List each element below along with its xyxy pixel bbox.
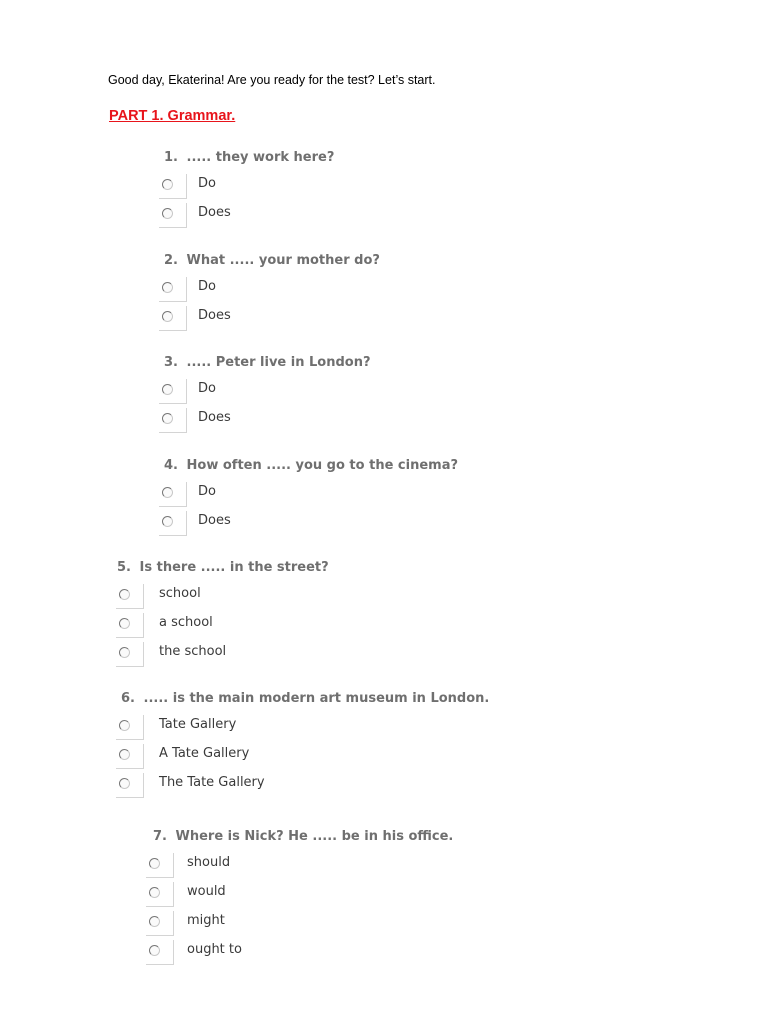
question-number: 1.	[164, 150, 178, 165]
option-label: a school	[159, 615, 213, 630]
option-the-tate-gallery[interactable]	[116, 773, 489, 802]
radio-button[interactable]	[162, 413, 173, 424]
radio-button[interactable]	[162, 208, 173, 219]
question-prompt: How often ..... you go to the cinema?	[186, 458, 459, 473]
radio-button[interactable]	[162, 282, 173, 293]
option-label: might	[187, 913, 225, 928]
radio-button[interactable]	[162, 516, 173, 527]
radio-button[interactable]	[162, 487, 173, 498]
question-6	[116, 691, 489, 802]
question-7	[146, 829, 453, 969]
question-text	[164, 355, 371, 379]
option-does[interactable]	[159, 203, 334, 232]
option-label: Do	[198, 176, 216, 191]
radio-box	[116, 642, 144, 667]
question-3	[159, 355, 371, 437]
option-might[interactable]	[146, 911, 453, 940]
question-text	[153, 829, 453, 853]
option-the-school[interactable]	[116, 642, 329, 671]
radio-button[interactable]	[119, 720, 130, 731]
option-label: Does	[198, 410, 231, 425]
radio-button[interactable]	[149, 916, 160, 927]
radio-box	[146, 853, 174, 878]
option-label: ought to	[187, 942, 242, 957]
question-prompt: Is there ..... in the street?	[139, 560, 329, 575]
question-4	[159, 458, 458, 540]
question-text	[164, 150, 334, 174]
radio-box	[159, 306, 187, 331]
question-text	[164, 458, 458, 482]
option-label: Does	[198, 205, 231, 220]
radio-box	[146, 940, 174, 965]
radio-button[interactable]	[119, 647, 130, 658]
radio-box	[159, 203, 187, 228]
radio-box	[159, 277, 187, 302]
option-label: Does	[198, 513, 231, 528]
question-text	[164, 253, 380, 277]
question-number: 7.	[153, 829, 167, 844]
question-5	[116, 560, 329, 671]
radio-button[interactable]	[119, 589, 130, 600]
option-would[interactable]	[146, 882, 453, 911]
option-do[interactable]	[159, 277, 380, 306]
radio-box	[159, 408, 187, 433]
option-school[interactable]	[116, 584, 329, 613]
option-do[interactable]	[159, 379, 371, 408]
option-label: Do	[198, 279, 216, 294]
option-a-school[interactable]	[116, 613, 329, 642]
option-do[interactable]	[159, 482, 458, 511]
radio-box	[146, 882, 174, 907]
question-2	[159, 253, 380, 335]
question-1	[159, 150, 334, 232]
question-text	[121, 691, 489, 715]
radio-box	[159, 379, 187, 404]
option-does[interactable]	[159, 408, 371, 437]
radio-box	[116, 584, 144, 609]
radio-button[interactable]	[162, 311, 173, 322]
question-number: 4.	[164, 458, 178, 473]
option-label: Do	[198, 381, 216, 396]
option-label: Do	[198, 484, 216, 499]
radio-box	[116, 715, 144, 740]
question-number: 2.	[164, 253, 178, 268]
radio-box	[159, 511, 187, 536]
option-label: the school	[159, 644, 227, 659]
question-prompt: ..... they work here?	[186, 150, 335, 165]
radio-button[interactable]	[149, 887, 160, 898]
option-label: school	[159, 586, 201, 601]
question-prompt: ..... is the main modern art museum in London.	[143, 691, 490, 706]
option-does[interactable]	[159, 306, 380, 335]
question-text	[117, 560, 329, 584]
question-number: 5.	[117, 560, 131, 575]
option-label: The Tate Gallery	[159, 775, 265, 790]
option-do[interactable]	[159, 174, 334, 203]
question-prompt: What ..... your mother do?	[186, 253, 380, 268]
radio-box	[159, 174, 187, 199]
radio-button[interactable]	[119, 749, 130, 760]
option-label: Tate Gallery	[159, 717, 237, 732]
radio-button[interactable]	[119, 618, 130, 629]
question-prompt: ..... Peter live in London?	[186, 355, 371, 370]
option-ought-to[interactable]	[146, 940, 453, 969]
radio-button[interactable]	[162, 179, 173, 190]
option-should[interactable]	[146, 853, 453, 882]
question-number: 6.	[121, 691, 135, 706]
radio-box	[146, 911, 174, 936]
option-label: A Tate Gallery	[159, 746, 250, 761]
part-title: PART 1. Grammar.	[109, 108, 236, 124]
greeting-text: Good day, Ekaterina! Are you ready for the test? Let’s start.	[108, 73, 436, 87]
radio-button[interactable]	[162, 384, 173, 395]
question-number: 3.	[164, 355, 178, 370]
option-label: should	[187, 855, 231, 870]
option-label: Does	[198, 308, 231, 323]
question-prompt: Where is Nick? He ..... be in his office.	[175, 829, 454, 844]
option-a-tate-gallery[interactable]	[116, 744, 489, 773]
radio-box	[116, 744, 144, 769]
option-tate-gallery[interactable]	[116, 715, 489, 744]
option-does[interactable]	[159, 511, 458, 540]
radio-box	[116, 773, 144, 798]
radio-button[interactable]	[149, 858, 160, 869]
radio-button[interactable]	[149, 945, 160, 956]
radio-box	[159, 482, 187, 507]
option-label: would	[187, 884, 226, 899]
radio-box	[116, 613, 144, 638]
radio-button[interactable]	[119, 778, 130, 789]
